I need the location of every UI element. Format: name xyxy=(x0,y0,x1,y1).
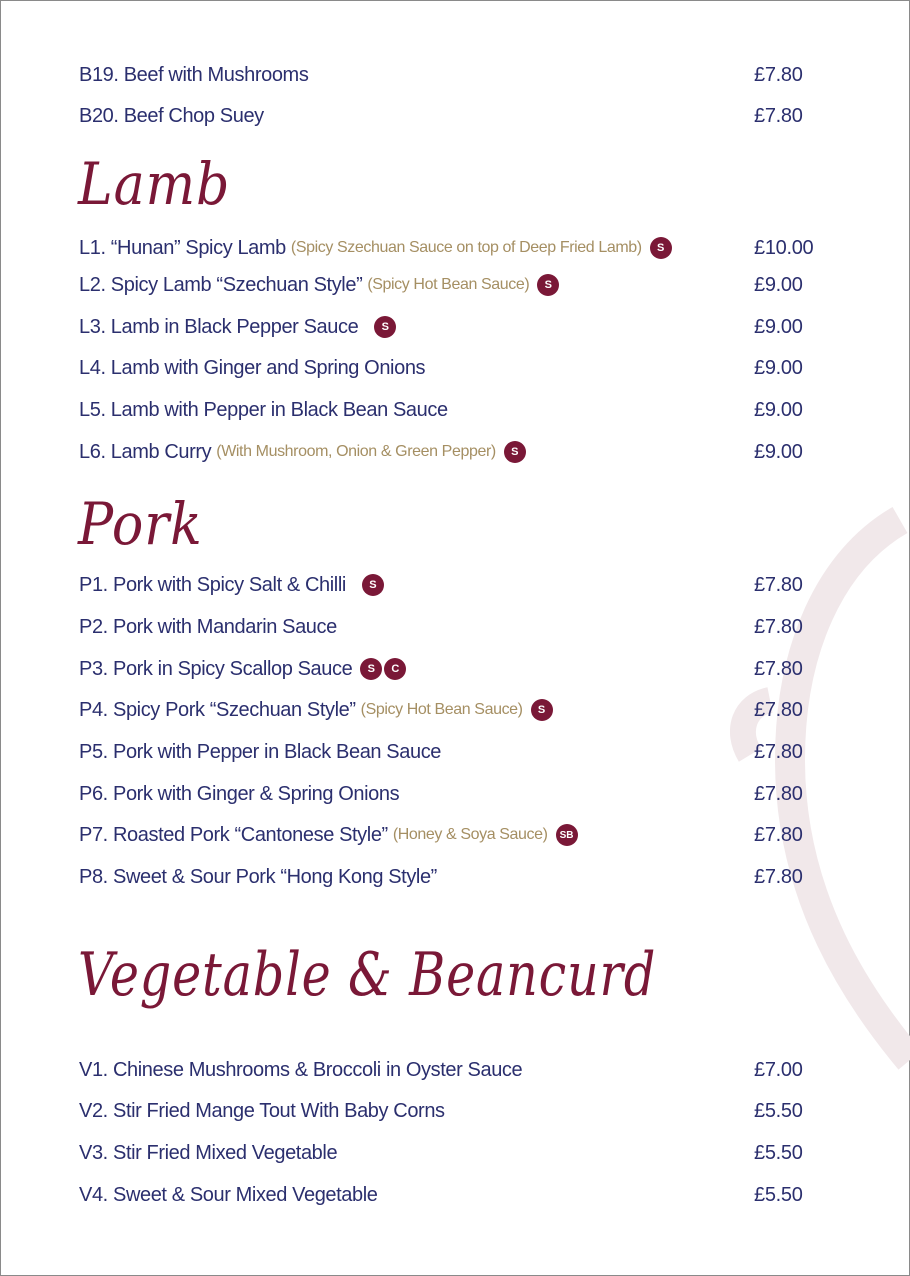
item-price: £5.50 xyxy=(754,1099,803,1122)
menu-item-v3 xyxy=(79,1138,839,1168)
item-name: P7. Roasted Pork “Cantonese Style” xyxy=(79,823,388,846)
spicy-badge-icon: S xyxy=(531,699,553,721)
item-name: P4. Spicy Pork “Szechuan Style” xyxy=(79,698,356,721)
item-name: P1. Pork with Spicy Salt & Chilli xyxy=(79,573,346,596)
menu-item-b19 xyxy=(79,60,839,90)
contains-badge-icon: C xyxy=(384,658,406,680)
item-note: (Spicy Szechuan Sauce on top of Deep Fried Lamb) xyxy=(290,239,642,256)
menu-item-p5 xyxy=(79,737,839,767)
menu-item-v4 xyxy=(79,1180,839,1210)
menu-item-b20 xyxy=(79,101,839,131)
item-name: P5. Pork with Pepper in Black Bean Sauce xyxy=(79,740,442,763)
item-price: £7.80 xyxy=(754,782,803,805)
menu-item-p6 xyxy=(79,779,839,809)
item-price: £7.80 xyxy=(754,657,803,680)
item-price: £9.00 xyxy=(754,315,803,338)
menu-item-v2 xyxy=(79,1096,839,1126)
item-name: V1. Chinese Mushrooms & Broccoli in Oyster Sauce xyxy=(79,1058,523,1081)
item-note: (Spicy Hot Bean Sauce) xyxy=(367,276,530,293)
item-price: £7.80 xyxy=(754,573,803,596)
item-price: £7.80 xyxy=(754,104,803,127)
item-name: B20. Beef Chop Suey xyxy=(79,104,264,127)
spicy-badge-icon: S xyxy=(362,574,384,596)
item-price: £10.00 xyxy=(754,236,814,259)
item-price: £9.00 xyxy=(754,356,803,379)
item-name: P8. Sweet & Sour Pork “Hong Kong Style” xyxy=(79,865,437,888)
spicy-badge-icon: S xyxy=(504,441,526,463)
menu-item-l2 xyxy=(79,270,839,300)
menu-item-l6 xyxy=(79,437,839,467)
spicy-badge-icon: S xyxy=(650,237,672,259)
item-price: £9.00 xyxy=(754,440,803,463)
section-heading-pork: Pork xyxy=(78,490,203,558)
section-heading-lamb: Lamb xyxy=(78,150,231,218)
item-name: B19. Beef with Mushrooms xyxy=(79,63,309,86)
item-note: (Spicy Hot Bean Sauce) xyxy=(360,701,523,718)
item-name: P6. Pork with Ginger & Spring Onions xyxy=(79,782,400,805)
item-price: £5.50 xyxy=(754,1183,803,1206)
menu-item-l1 xyxy=(79,233,839,263)
menu-item-p2 xyxy=(79,612,839,642)
item-price: £7.00 xyxy=(754,1058,803,1081)
item-name: V2. Stir Fried Mange Tout With Baby Corns xyxy=(79,1099,445,1122)
item-name: L1. “Hunan” Spicy Lamb xyxy=(79,236,286,259)
spicy-badge-icon: S xyxy=(360,658,382,680)
menu-item-p3 xyxy=(79,654,839,684)
menu-item-l5 xyxy=(79,395,839,425)
item-name: P3. Pork in Spicy Scallop Sauce xyxy=(79,657,353,680)
spicy-badge-icon: S xyxy=(537,274,559,296)
section-heading-vegetable-beancurd: Vegetable & Beancurd xyxy=(78,940,657,1010)
item-name: L4. Lamb with Ginger and Spring Onions xyxy=(79,356,426,379)
menu-item-p8 xyxy=(79,862,839,892)
menu-item-l4 xyxy=(79,353,839,383)
item-name: L6. Lamb Curry xyxy=(79,440,212,463)
item-price: £7.80 xyxy=(754,740,803,763)
item-price: £9.00 xyxy=(754,398,803,421)
menu-item-v1 xyxy=(79,1055,839,1085)
menu-item-l3 xyxy=(79,312,839,342)
menu-item-p4 xyxy=(79,695,839,725)
item-note: (With Mushroom, Onion & Green Pepper) xyxy=(216,443,496,460)
item-price: £9.00 xyxy=(754,273,803,296)
item-price: £7.80 xyxy=(754,865,803,888)
item-name: V4. Sweet & Sour Mixed Vegetable xyxy=(79,1183,378,1206)
item-name: L5. Lamb with Pepper in Black Bean Sauce xyxy=(79,398,448,421)
menu-item-p1 xyxy=(79,570,839,600)
item-price: £5.50 xyxy=(754,1141,803,1164)
item-price: £7.80 xyxy=(754,63,803,86)
spicy-badge-icon: S xyxy=(374,316,396,338)
item-name: L2. Spicy Lamb “Szechuan Style” xyxy=(79,273,363,296)
item-name: P2. Pork with Mandarin Sauce xyxy=(79,615,337,638)
sweet-badge-icon: SB xyxy=(556,824,578,846)
item-name: L3. Lamb in Black Pepper Sauce xyxy=(79,315,359,338)
menu-item-p7 xyxy=(79,820,839,850)
item-price: £7.80 xyxy=(754,615,803,638)
item-note: (Honey & Soya Sauce) xyxy=(392,826,548,843)
item-price: £7.80 xyxy=(754,698,803,721)
item-price: £7.80 xyxy=(754,823,803,846)
item-name: V3. Stir Fried Mixed Vegetable xyxy=(79,1141,338,1164)
